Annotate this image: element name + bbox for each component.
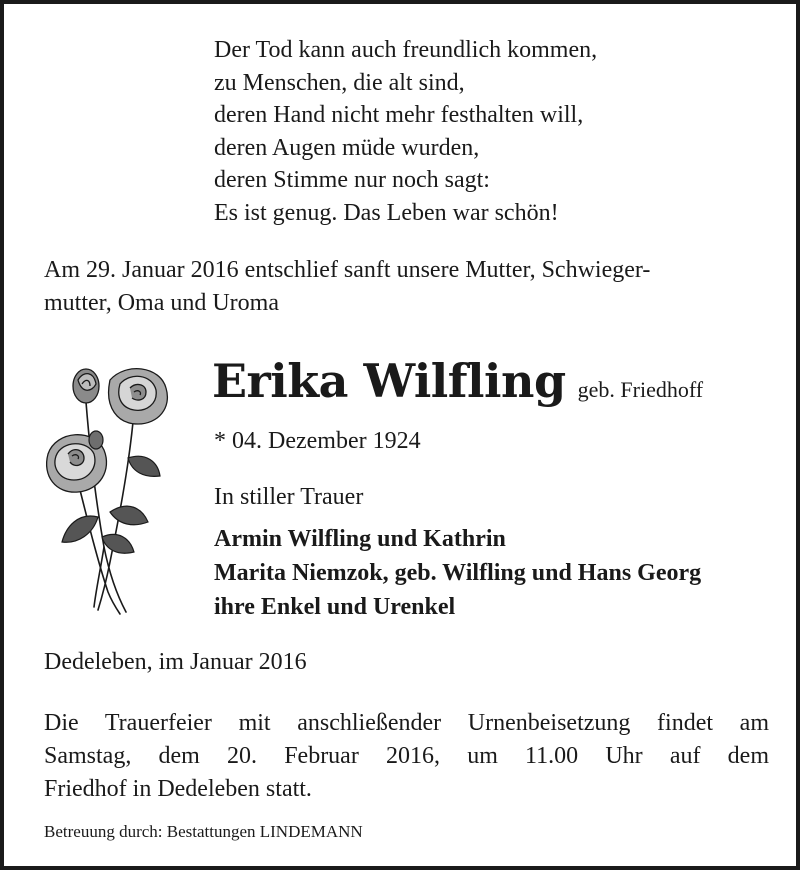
service-line: Die Trauerfeier mit anschließender Urnenbeisetzung findet am [44, 710, 769, 736]
memorial-poem [214, 34, 597, 229]
deceased-name: Erika Wilfling [212, 354, 566, 408]
mourner-entry: ihre Enkel und Urenkel [214, 594, 456, 620]
service-line: Samstag, dem 20. Februar 2016, um 11.00 Uhr auf dem [44, 743, 769, 769]
undertaker-credit: Betreuung durch: Bestattungen LINDEMANN [44, 822, 363, 841]
funeral-service-info [44, 707, 769, 806]
announcement-line: Am 29. Januar 2016 entschlief sanft unsere Mutter, Schwieger- [44, 257, 651, 283]
mourner-entry: Armin Wilfling und Kathrin [214, 526, 506, 552]
place-and-date: Dedeleben, im Januar 2016 [44, 649, 307, 675]
deceased-name-row [212, 354, 703, 408]
roses-illustration-icon [38, 362, 178, 617]
poem-line: deren Stimme nur noch sagt: [214, 167, 490, 193]
maiden-name: geb. Friedhoff [577, 377, 704, 402]
poem-line: Es ist genug. Das Leben war schön! [214, 199, 559, 226]
service-line: Friedhof in Dedeleben statt. [44, 776, 312, 802]
mourners-list [214, 522, 701, 624]
poem-line: Der Tod kann auch freundlich kommen, [214, 37, 598, 63]
death-announcement [44, 254, 766, 320]
mourner-entry: Marita Niemzok, geb. Wilfling und Hans Georg [214, 560, 702, 586]
mourning-label: In stiller Trauer [214, 484, 364, 510]
poem-line: zu Menschen, die alt sind, [214, 69, 465, 96]
announcement-line: mutter, Oma und Uroma [44, 290, 279, 316]
birth-date: * 04. Dezember 1924 [214, 428, 421, 454]
poem-line: deren Augen müde wurden, [214, 134, 480, 161]
poem-line: deren Hand nicht mehr festhalten will, [214, 102, 584, 128]
